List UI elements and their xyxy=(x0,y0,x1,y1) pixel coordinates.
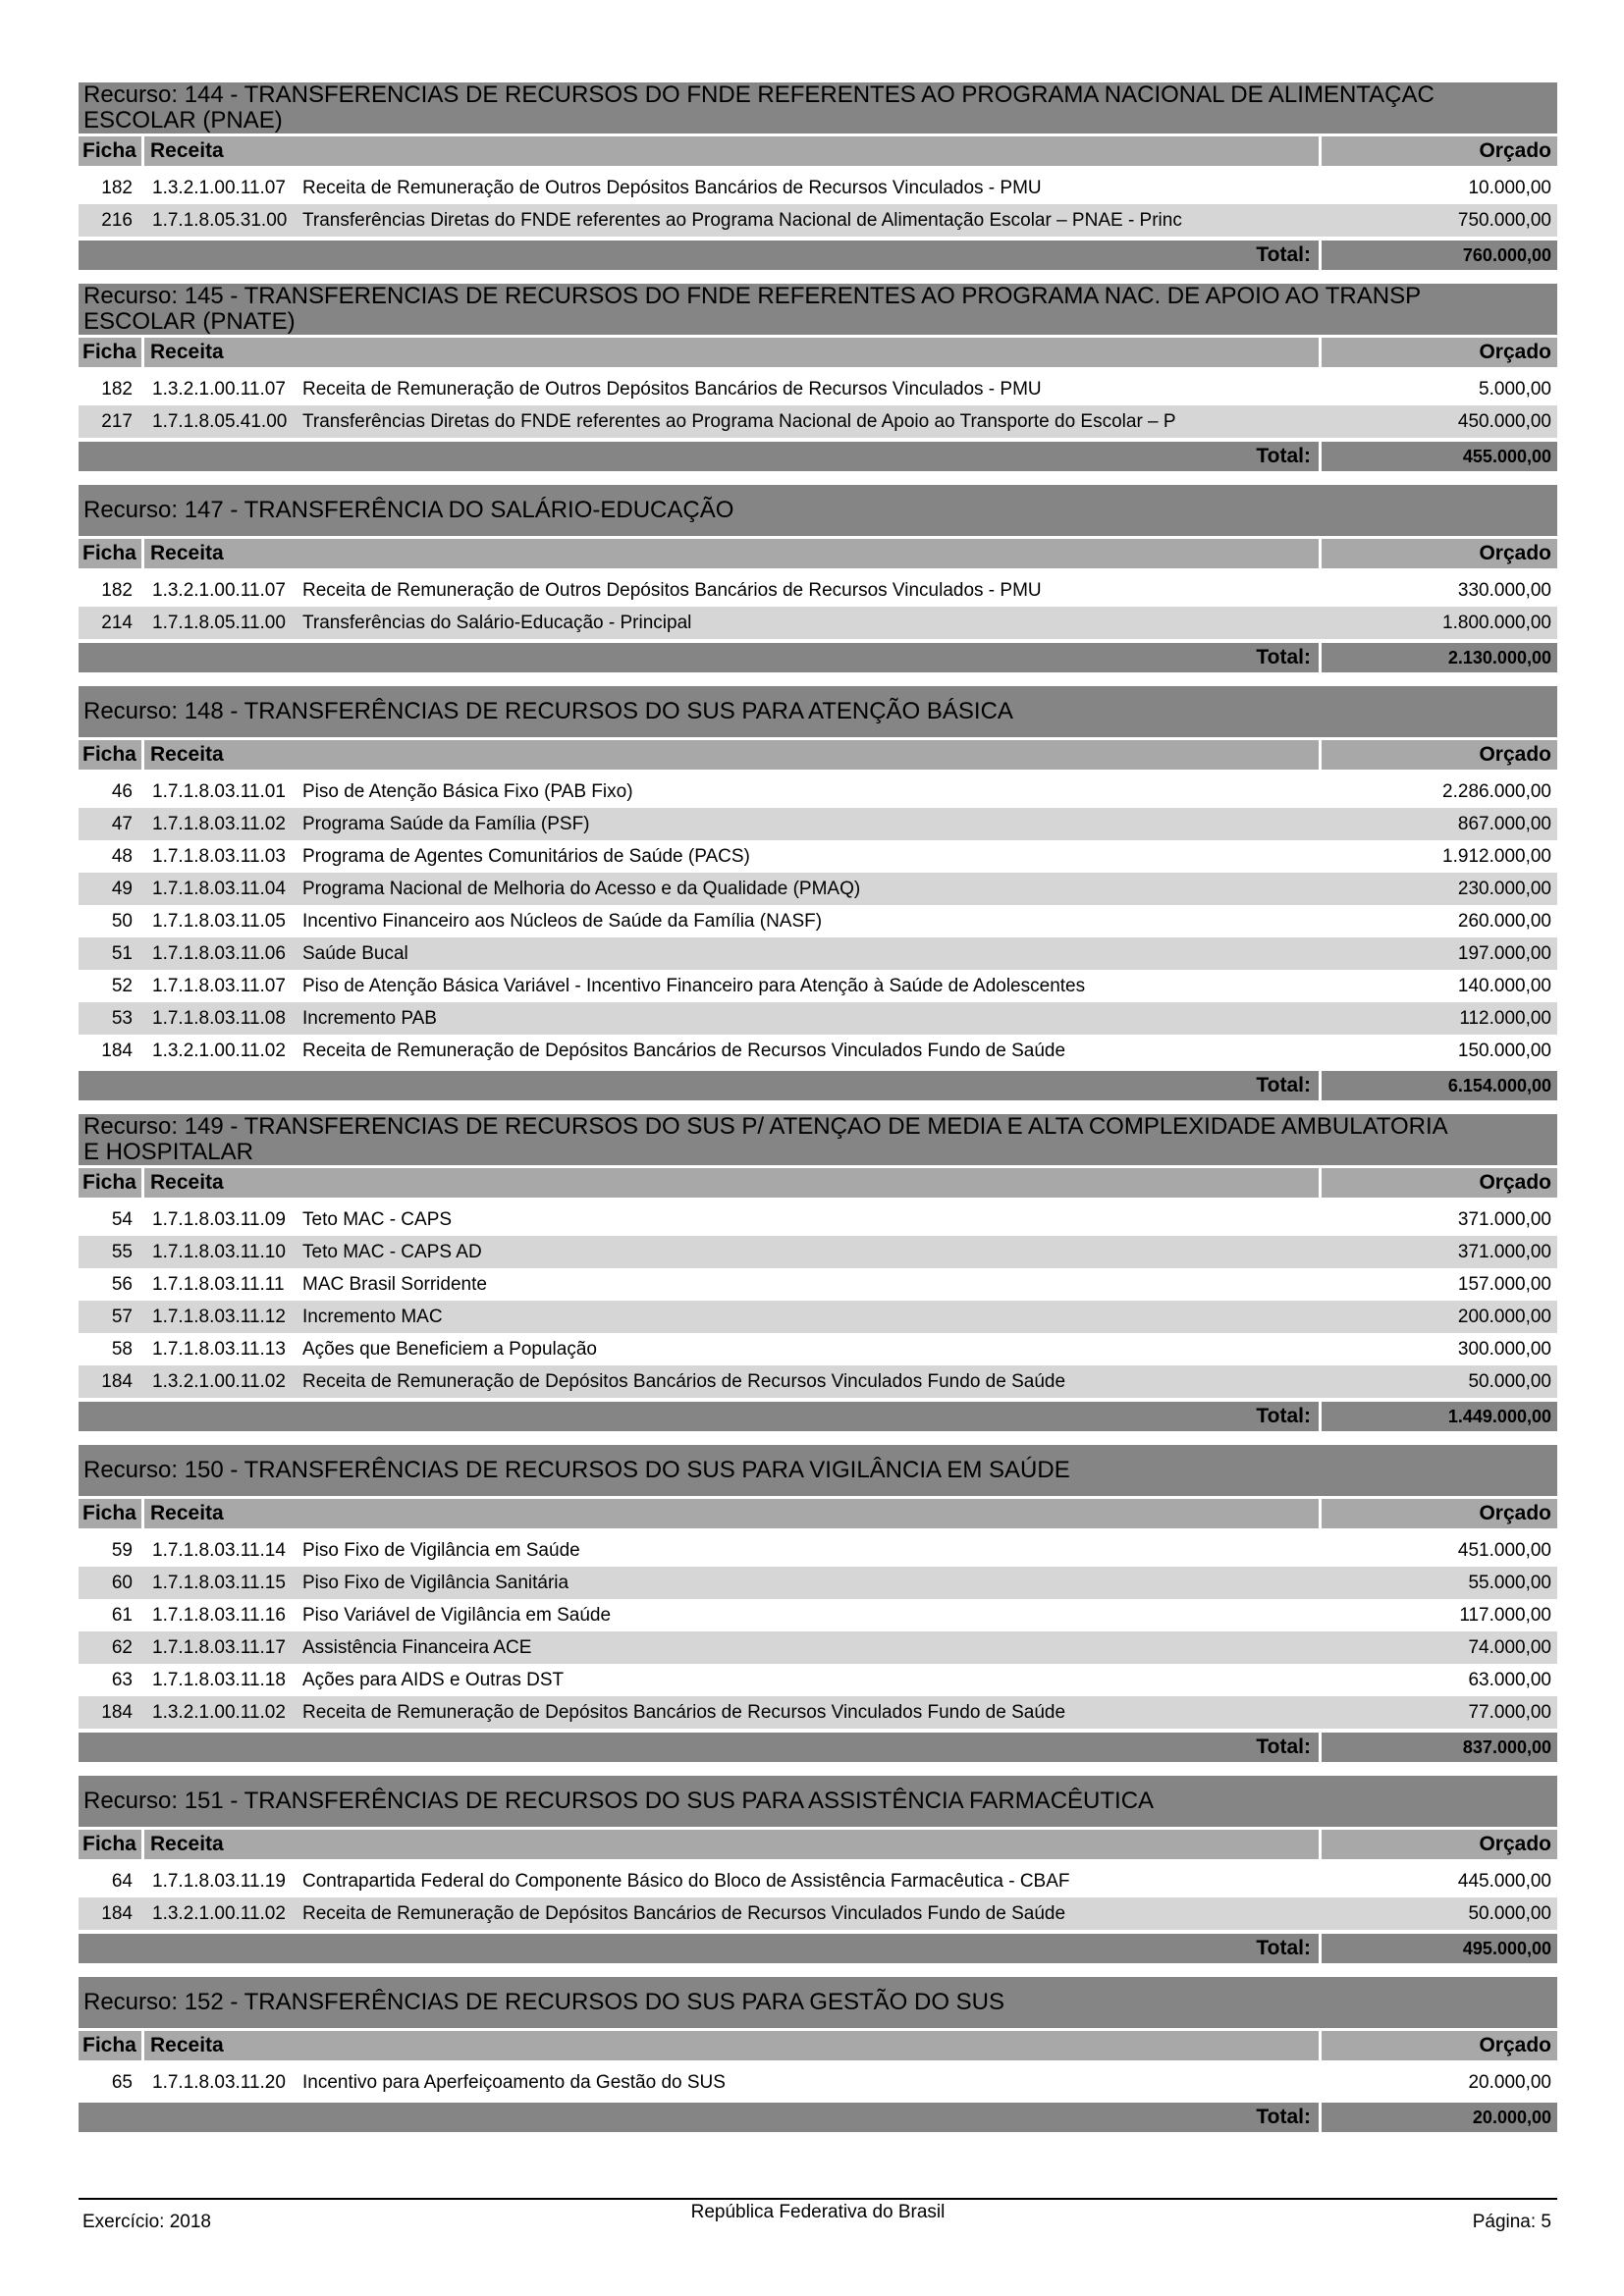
code-cell: 1.7.1.8.03.11.17 xyxy=(152,1637,286,1658)
total-label: Total: xyxy=(79,442,1322,471)
code-cell: 1.7.1.8.03.11.18 xyxy=(152,1670,286,1690)
column-header xyxy=(79,2031,1557,2060)
recurso-title xyxy=(79,1977,1557,2028)
description-cell: Contrapartida Federal do Componente Básico do Bloco de Assistência Farmacêutica - CBAF xyxy=(302,1871,1070,1892)
total-label: Total: xyxy=(79,1071,1322,1100)
column-ficha: Ficha xyxy=(79,1499,144,1528)
table-row xyxy=(79,1203,1557,1236)
total-row xyxy=(79,1934,1557,1963)
table-row xyxy=(79,607,1557,639)
ficha-cell: 182 xyxy=(101,580,133,601)
amount-cell: 50.000,00 xyxy=(1468,1371,1551,1392)
table-row xyxy=(79,1365,1557,1398)
ficha-cell: 184 xyxy=(101,1903,133,1924)
code-cell: 1.3.2.1.00.11.07 xyxy=(152,580,286,601)
amount-cell: 197.000,00 xyxy=(1457,943,1551,964)
description-cell: Incremento PAB xyxy=(302,1008,437,1029)
code-cell: 1.7.1.8.03.11.11 xyxy=(152,1274,285,1295)
column-receita: Receita xyxy=(144,1830,1322,1859)
ficha-cell: 184 xyxy=(101,1041,133,1061)
code-cell: 1.7.1.8.03.11.02 xyxy=(152,814,286,834)
amount-cell: 55.000,00 xyxy=(1468,1573,1551,1593)
ficha-cell: 53 xyxy=(111,1008,133,1029)
column-orcado: Orçado xyxy=(1322,1168,1557,1198)
ficha-cell: 184 xyxy=(101,1702,133,1723)
column-receita: Receita xyxy=(144,136,1322,166)
total-row xyxy=(79,1071,1557,1100)
column-receita: Receita xyxy=(144,1168,1322,1198)
column-ficha: Ficha xyxy=(79,1168,144,1198)
column-header xyxy=(79,1499,1557,1528)
amount-cell: 140.000,00 xyxy=(1457,976,1551,996)
amount-cell: 20.000,00 xyxy=(1468,2072,1551,2093)
code-cell: 1.3.2.1.00.11.07 xyxy=(152,379,286,400)
revenue-rows xyxy=(79,1865,1557,1930)
amount-cell: 200.000,00 xyxy=(1457,1307,1551,1327)
description-cell: Receita de Remuneração de Depósitos Bancários de Recursos Vinculados Fundo de Saúde xyxy=(302,1903,1066,1924)
ficha-cell: 64 xyxy=(111,1871,133,1892)
description-cell: Transferências do Salário-Educação - Principal xyxy=(302,613,692,633)
code-cell: 1.7.1.8.05.11.00 xyxy=(152,613,286,633)
code-cell: 1.7.1.8.03.11.08 xyxy=(152,1008,286,1029)
ficha-cell: 57 xyxy=(111,1307,133,1327)
description-cell: Programa Nacional de Melhoria do Acesso e da Qualidade (PMAQ) xyxy=(302,879,861,899)
total-row xyxy=(79,240,1557,270)
table-row xyxy=(79,873,1557,905)
table-row xyxy=(79,970,1557,1002)
table-row xyxy=(79,1865,1557,1897)
total-value: 495.000,00 xyxy=(1462,1939,1551,1958)
ficha-cell: 63 xyxy=(111,1670,133,1690)
amount-cell: 50.000,00 xyxy=(1468,1903,1551,1924)
code-cell: 1.7.1.8.03.11.16 xyxy=(152,1605,286,1626)
description-cell: Incentivo Financeiro aos Núcleos de Saúde da Família (NASF) xyxy=(302,911,823,932)
table-row xyxy=(79,1333,1557,1365)
revenue-rows xyxy=(79,2066,1557,2099)
ficha-cell: 184 xyxy=(101,1371,133,1392)
amount-cell: 371.000,00 xyxy=(1457,1209,1551,1230)
description-cell: Receita de Remuneração de Depósitos Bancários de Recursos Vinculados Fundo de Saúde xyxy=(302,1371,1066,1392)
description-cell: Ações que Beneficiem a População xyxy=(302,1339,597,1360)
amount-cell: 74.000,00 xyxy=(1468,1637,1551,1658)
amount-cell: 2.286.000,00 xyxy=(1442,781,1551,802)
column-orcado: Orçado xyxy=(1322,1499,1557,1528)
total-row xyxy=(79,442,1557,471)
total-value: 760.000,00 xyxy=(1462,245,1551,265)
ficha-cell: 216 xyxy=(101,210,133,231)
ficha-cell: 48 xyxy=(111,846,133,867)
code-cell: 1.3.2.1.00.11.07 xyxy=(152,178,286,198)
description-cell: Piso de Atenção Básica Fixo (PAB Fixo) xyxy=(302,781,633,802)
recurso-block xyxy=(79,1114,1557,1431)
total-value: 6.154.000,00 xyxy=(1447,1076,1551,1095)
table-row xyxy=(79,1301,1557,1333)
total-label: Total: xyxy=(79,643,1322,672)
ficha-cell: 60 xyxy=(111,1573,133,1593)
code-cell: 1.3.2.1.00.11.02 xyxy=(152,1371,286,1392)
description-cell: Receita de Remuneração de Outros Depósitos Bancários de Recursos Vinculados - PMU xyxy=(302,580,1042,601)
ficha-cell: 182 xyxy=(101,379,133,400)
recurso-title xyxy=(79,1114,1557,1165)
amount-cell: 117.000,00 xyxy=(1459,1605,1551,1626)
code-cell: 1.3.2.1.00.11.02 xyxy=(152,1041,286,1061)
recurso-title-line: ESCOLAR (PNATE) xyxy=(83,308,296,335)
recurso-title-line: Recurso: 152 - TRANSFERÊNCIAS DE RECURSOS DO SUS PARA GESTÃO DO SUS xyxy=(83,1989,1005,2015)
column-receita: Receita xyxy=(144,539,1322,568)
column-orcado: Orçado xyxy=(1322,539,1557,568)
column-header xyxy=(79,1168,1557,1198)
amount-cell: 157.000,00 xyxy=(1457,1274,1551,1295)
description-cell: Receita de Remuneração de Outros Depósitos Bancários de Recursos Vinculados - PMU xyxy=(302,178,1042,198)
description-cell: Receita de Remuneração de Outros Depósitos Bancários de Recursos Vinculados - PMU xyxy=(302,379,1042,400)
table-row xyxy=(79,1268,1557,1301)
recurso-title-line: Recurso: 149 - TRANSFERENCIAS DE RECURSOS DO SUS P/ ATENÇAO DE MEDIA E ALTA COMPLEXIDADE AMBULATORIA xyxy=(83,1113,1448,1140)
amount-cell: 451.000,00 xyxy=(1457,1540,1551,1561)
ficha-cell: 217 xyxy=(101,411,133,432)
total-value: 2.130.000,00 xyxy=(1447,648,1551,667)
recurso-title-line: Recurso: 144 - TRANSFERENCIAS DE RECURSOS DO FNDE REFERENTES AO PROGRAMA NACIONAL DE ALIMENTAÇAC xyxy=(83,81,1435,108)
column-receita: Receita xyxy=(144,740,1322,770)
amount-cell: 867.000,00 xyxy=(1457,814,1551,834)
description-cell: Piso de Atenção Básica Variável - Incentivo Financeiro para Atenção à Saúde de Adolescentes xyxy=(302,976,1086,996)
code-cell: 1.7.1.8.03.11.01 xyxy=(152,781,286,802)
code-cell: 1.7.1.8.03.11.03 xyxy=(152,846,286,867)
table-row xyxy=(79,2066,1557,2099)
table-row xyxy=(79,1534,1557,1567)
table-row xyxy=(79,1897,1557,1930)
ficha-cell: 62 xyxy=(111,1637,133,1658)
recurso-block xyxy=(79,82,1557,270)
column-header xyxy=(79,1830,1557,1859)
column-header xyxy=(79,539,1557,568)
table-row xyxy=(79,204,1557,237)
revenue-rows xyxy=(79,574,1557,639)
footer-country: República Federativa do Brasil xyxy=(690,2202,946,2222)
budget-report xyxy=(79,82,1557,2146)
revenue-rows xyxy=(79,775,1557,1067)
description-cell: Assistência Financeira ACE xyxy=(302,1637,532,1658)
recurso-block xyxy=(79,1977,1557,2132)
total-row xyxy=(79,1733,1557,1762)
recurso-title-line: Recurso: 150 - TRANSFERÊNCIAS DE RECURSOS DO SUS PARA VIGILÂNCIA EM SAÚDE xyxy=(83,1457,1070,1483)
recurso-title xyxy=(79,82,1557,133)
column-receita: Receita xyxy=(144,1499,1322,1528)
description-cell: Saúde Bucal xyxy=(302,943,408,964)
amount-cell: 63.000,00 xyxy=(1468,1670,1551,1690)
total-value: 837.000,00 xyxy=(1462,1737,1551,1757)
recurso-block xyxy=(79,485,1557,672)
description-cell: Piso Variável de Vigilância em Saúde xyxy=(302,1605,612,1626)
total-label: Total: xyxy=(79,240,1322,270)
amount-cell: 371.000,00 xyxy=(1457,1242,1551,1262)
code-cell: 1.7.1.8.03.11.10 xyxy=(152,1242,286,1262)
amount-cell: 77.000,00 xyxy=(1468,1702,1551,1723)
total-label: Total: xyxy=(79,1934,1322,1963)
ficha-cell: 56 xyxy=(111,1274,133,1295)
description-cell: Transferências Diretas do FNDE referentes ao Programa Nacional de Alimentação Escolar – PNAE - Princ xyxy=(302,210,1182,231)
column-orcado: Orçado xyxy=(1322,2031,1557,2060)
code-cell: 1.7.1.8.03.11.13 xyxy=(152,1339,286,1360)
amount-cell: 750.000,00 xyxy=(1457,210,1551,231)
code-cell: 1.7.1.8.03.11.06 xyxy=(152,943,286,964)
table-row xyxy=(79,905,1557,937)
column-ficha: Ficha xyxy=(79,1830,144,1859)
ficha-cell: 49 xyxy=(111,879,133,899)
code-cell: 1.7.1.8.03.11.19 xyxy=(152,1871,286,1892)
ficha-cell: 46 xyxy=(111,781,133,802)
amount-cell: 1.912.000,00 xyxy=(1442,846,1551,867)
recurso-title xyxy=(79,284,1557,335)
table-row xyxy=(79,1664,1557,1696)
total-row xyxy=(79,643,1557,672)
column-ficha: Ficha xyxy=(79,136,144,166)
amount-cell: 445.000,00 xyxy=(1457,1871,1551,1892)
recurso-title xyxy=(79,1776,1557,1827)
amount-cell: 330.000,00 xyxy=(1457,580,1551,601)
table-row xyxy=(79,1236,1557,1268)
column-ficha: Ficha xyxy=(79,2031,144,2060)
column-header xyxy=(79,136,1557,166)
recurso-title xyxy=(79,1445,1557,1496)
recurso-title-line: Recurso: 148 - TRANSFERÊNCIAS DE RECURSOS DO SUS PARA ATENÇÃO BÁSICA xyxy=(83,698,1013,724)
code-cell: 1.7.1.8.03.11.05 xyxy=(152,911,286,932)
footer-page-number: Página: 5 xyxy=(1472,2212,1551,2232)
column-ficha: Ficha xyxy=(79,740,144,770)
code-cell: 1.7.1.8.03.11.07 xyxy=(152,976,286,996)
column-orcado: Orçado xyxy=(1322,740,1557,770)
recurso-block xyxy=(79,284,1557,471)
table-row xyxy=(79,937,1557,970)
table-row xyxy=(79,840,1557,873)
column-orcado: Orçado xyxy=(1322,338,1557,367)
total-value: 20.000,00 xyxy=(1472,2108,1551,2127)
amount-cell: 230.000,00 xyxy=(1457,879,1551,899)
ficha-cell: 65 xyxy=(111,2072,133,2093)
description-cell: Receita de Remuneração de Depósitos Bancários de Recursos Vinculados Fundo de Saúde xyxy=(302,1041,1066,1061)
table-row xyxy=(79,1567,1557,1599)
ficha-cell: 47 xyxy=(111,814,133,834)
description-cell: Teto MAC - CAPS xyxy=(302,1209,453,1230)
table-row xyxy=(79,1631,1557,1664)
recurso-block xyxy=(79,1445,1557,1762)
table-row xyxy=(79,1696,1557,1729)
code-cell: 1.7.1.8.03.11.04 xyxy=(152,879,286,899)
table-row xyxy=(79,373,1557,405)
recurso-title-line: Recurso: 147 - TRANSFERÊNCIA DO SALÁRIO-EDUCAÇÃO xyxy=(83,497,734,523)
amount-cell: 10.000,00 xyxy=(1468,178,1551,198)
code-cell: 1.7.1.8.05.31.00 xyxy=(152,210,288,231)
code-cell: 1.7.1.8.03.11.12 xyxy=(152,1307,286,1327)
code-cell: 1.7.1.8.03.11.15 xyxy=(152,1573,286,1593)
description-cell: Incentivo para Aperfeiçoamento da Gestão do SUS xyxy=(302,2072,726,2093)
ficha-cell: 50 xyxy=(111,911,133,932)
description-cell: Piso Fixo de Vigilância em Saúde xyxy=(302,1540,580,1561)
revenue-rows xyxy=(79,1534,1557,1729)
ficha-cell: 54 xyxy=(111,1209,133,1230)
total-label: Total: xyxy=(79,1733,1322,1762)
column-ficha: Ficha xyxy=(79,338,144,367)
column-receita: Receita xyxy=(144,338,1322,367)
amount-cell: 1.800.000,00 xyxy=(1442,613,1551,633)
column-orcado: Orçado xyxy=(1322,136,1557,166)
amount-cell: 300.000,00 xyxy=(1457,1339,1551,1360)
page-footer xyxy=(79,2198,1557,2233)
description-cell: Receita de Remuneração de Depósitos Bancários de Recursos Vinculados Fundo de Saúde xyxy=(302,1702,1066,1723)
column-ficha: Ficha xyxy=(79,539,144,568)
amount-cell: 450.000,00 xyxy=(1457,411,1551,432)
revenue-rows xyxy=(79,373,1557,438)
description-cell: Ações para AIDS e Outras DST xyxy=(302,1670,565,1690)
description-cell: Incremento MAC xyxy=(302,1307,443,1327)
code-cell: 1.7.1.8.03.11.14 xyxy=(152,1540,286,1561)
recurso-title-line: Recurso: 151 - TRANSFERÊNCIAS DE RECURSOS DO SUS PARA ASSISTÊNCIA FARMACÊUTICA xyxy=(83,1788,1155,1814)
code-cell: 1.7.1.8.03.11.20 xyxy=(152,2072,286,2093)
ficha-cell: 182 xyxy=(101,178,133,198)
total-row xyxy=(79,1402,1557,1431)
ficha-cell: 55 xyxy=(111,1242,133,1262)
total-value: 455.000,00 xyxy=(1462,447,1551,466)
table-row xyxy=(79,775,1557,808)
recurso-title-line: E HOSPITALAR xyxy=(83,1139,253,1165)
total-label: Total: xyxy=(79,1402,1322,1431)
recurso-title-line: ESCOLAR (PNAE) xyxy=(83,107,283,133)
table-row xyxy=(79,172,1557,204)
total-row xyxy=(79,2103,1557,2132)
table-row xyxy=(79,1002,1557,1035)
revenue-rows xyxy=(79,172,1557,237)
table-row xyxy=(79,405,1557,438)
description-cell: Programa de Agentes Comunitários de Saúde (PACS) xyxy=(302,846,750,867)
code-cell: 1.3.2.1.00.11.02 xyxy=(152,1903,286,1924)
amount-cell: 260.000,00 xyxy=(1457,911,1551,932)
description-cell: Piso Fixo de Vigilância Sanitária xyxy=(302,1573,569,1593)
column-header xyxy=(79,740,1557,770)
total-value: 1.449.000,00 xyxy=(1447,1407,1551,1426)
description-cell: Teto MAC - CAPS AD xyxy=(302,1242,482,1262)
column-receita: Receita xyxy=(144,2031,1322,2060)
footer-exercise-year: Exercício: 2018 xyxy=(82,2212,211,2232)
revenue-rows xyxy=(79,1203,1557,1398)
recurso-title xyxy=(79,485,1557,536)
code-cell: 1.7.1.8.05.41.00 xyxy=(152,411,288,432)
amount-cell: 112.000,00 xyxy=(1459,1008,1551,1029)
ficha-cell: 214 xyxy=(101,613,133,633)
ficha-cell: 61 xyxy=(111,1605,133,1626)
ficha-cell: 51 xyxy=(111,943,133,964)
recurso-block xyxy=(79,686,1557,1100)
table-row xyxy=(79,808,1557,840)
column-header xyxy=(79,338,1557,367)
table-row xyxy=(79,574,1557,607)
description-cell: Programa Saúde da Família (PSF) xyxy=(302,814,590,834)
table-row xyxy=(79,1599,1557,1631)
recurso-block xyxy=(79,1776,1557,1963)
total-label: Total: xyxy=(79,2103,1322,2132)
code-cell: 1.7.1.8.03.11.09 xyxy=(152,1209,286,1230)
table-row xyxy=(79,1035,1557,1067)
ficha-cell: 59 xyxy=(111,1540,133,1561)
recurso-title-line: Recurso: 145 - TRANSFERENCIAS DE RECURSOS DO FNDE REFERENTES AO PROGRAMA NAC. DE APOIO AO TRANSP xyxy=(83,283,1422,309)
amount-cell: 150.000,00 xyxy=(1457,1041,1551,1061)
column-orcado: Orçado xyxy=(1322,1830,1557,1859)
description-cell: MAC Brasil Sorridente xyxy=(302,1274,487,1295)
ficha-cell: 52 xyxy=(111,976,133,996)
amount-cell: 5.000,00 xyxy=(1479,379,1551,400)
recurso-title xyxy=(79,686,1557,737)
description-cell: Transferências Diretas do FNDE referentes ao Programa Nacional de Apoio ao Transporte do Escolar – P xyxy=(302,411,1176,432)
code-cell: 1.3.2.1.00.11.02 xyxy=(152,1702,286,1723)
ficha-cell: 58 xyxy=(111,1339,133,1360)
